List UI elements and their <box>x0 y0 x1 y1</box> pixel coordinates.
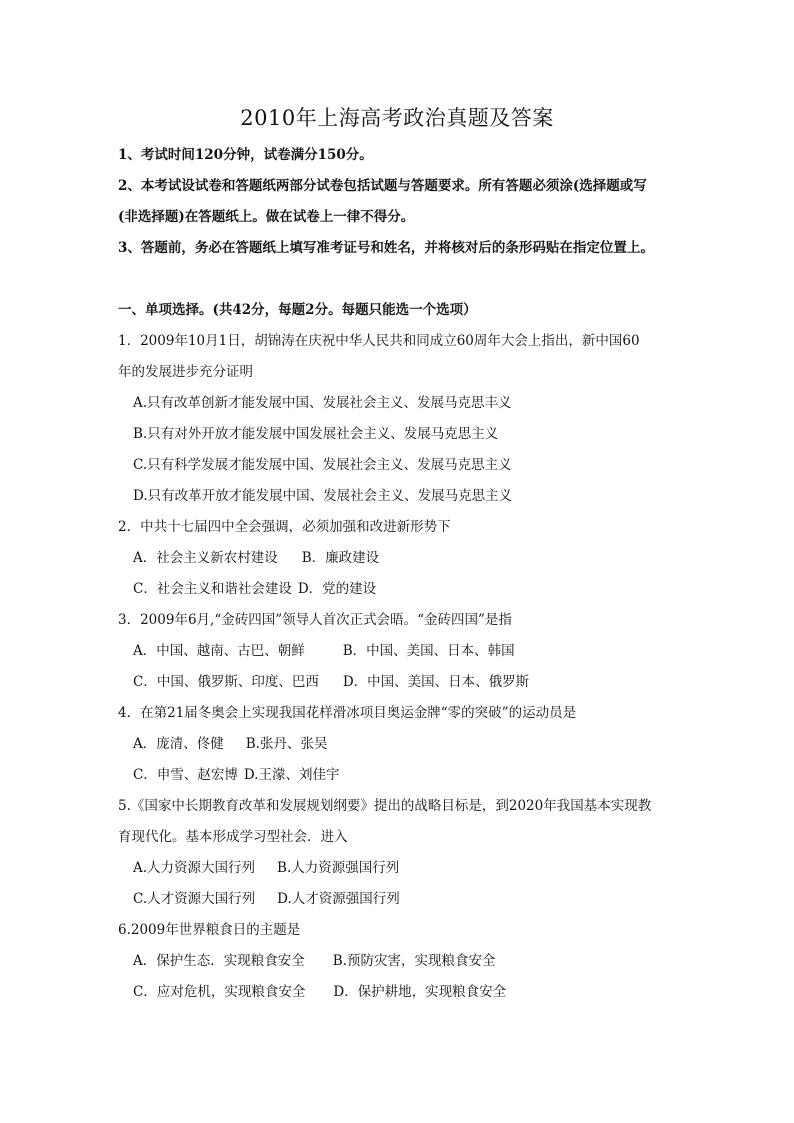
q4-option-b: B.张丹、张吴 <box>245 736 328 752</box>
q1-option-c: C.只有科学发展才能发展中国、发展社会主义、发展马克思主义 <box>133 457 512 473</box>
q1-stem: 1．2009年10月1日，胡锦涛在庆祝中华人民共和同成立60周年大会上指出，新中国60 <box>118 333 640 349</box>
page-title: 2010年上海高考政治真题及答案 <box>240 106 554 130</box>
q2-option-d: D．党的建设 <box>297 581 377 597</box>
instruction-2: 2、本考试设试卷和答题纸两部分试卷包括试题与答题要求。所有答题必须涂(选择题或写 <box>118 178 647 194</box>
q4-option-a: A．庞清、佟健 <box>133 736 224 752</box>
q3-option-b: B．中国、美国、日本、韩国 <box>342 643 515 659</box>
q4-option-d: D.王濛、刘佳宇 <box>243 767 340 783</box>
q2-options-row-1 <box>133 548 379 568</box>
q2-option-a: A．社会主义新农村建设 <box>133 550 278 566</box>
q5-stem: 5.《国家中长期教育改革和发展规划纲要》提出的战略目标是，到2020年我国基本实现教 <box>118 798 652 814</box>
q6-option-a: A．保护生态．实现粮食安全 <box>133 953 305 969</box>
q6-option-d: D．保护耕地，实现粮食安全 <box>333 984 507 1000</box>
q3-stem: 3．2009年6月,“金砖四国”领导人首次正式会晤。“金砖四国”是指 <box>118 612 512 628</box>
q1-stem-cont: 年的发展进步充分证明 <box>118 364 253 380</box>
q3-options-row-1 <box>133 641 515 661</box>
q6-option-b: B.预防灾害，实现粮食安全 <box>332 953 496 969</box>
q3-options-row-2 <box>133 672 529 692</box>
q5-option-d: D.人才资源强国行列 <box>277 891 400 907</box>
q1-option-a: A.只有改革创新才能发展中国、发展社会主义、发展马克思丰义 <box>133 395 512 411</box>
q3-option-c: C．中国、俄罗斯、印度、巴西 <box>133 674 319 690</box>
q5-option-a: A.人力资源大国行列 <box>133 860 256 876</box>
q2-option-b: B．廉政建设 <box>301 550 380 566</box>
q5-options-row-2 <box>133 889 400 909</box>
q2-options-row-2 <box>133 579 376 599</box>
q3-option-a: A．中国、越南、古巴、朝鲜 <box>133 643 305 659</box>
q4-options-row-2 <box>133 765 339 785</box>
q6-options-row-2 <box>133 982 506 1002</box>
q4-stem: 4．在第21届冬奥会上实现我国花样滑冰项目奥运金牌“零的突破”的运动员是 <box>118 705 577 721</box>
q5-option-c: C.人才资源大国行列 <box>133 891 256 907</box>
q6-option-c: C．应对危机，实现粮食安全 <box>133 984 306 1000</box>
q2-stem: 2．中共十七届四中全会强调，必须加强和改进新形势下 <box>118 519 451 535</box>
q6-options-row-1 <box>133 951 495 971</box>
q4-options-row-1 <box>133 734 327 754</box>
q2-option-c: C．社会主义和谐社会建设 <box>133 581 292 597</box>
q6-stem: 6.2009年世界粮食日的主题是 <box>118 922 301 938</box>
q5-stem-cont: 育现代化。基本形成学习型社会．进入 <box>118 829 348 845</box>
q3-option-d: D．中国、美国、日本、俄罗斯 <box>342 674 530 690</box>
q5-option-b: B.人力资源强国行列 <box>277 860 400 876</box>
instruction-1: 1、考试时间120分钟，试卷满分150分。 <box>118 147 373 163</box>
instruction-2-cont: (非选择题)在答题纸上。做在试卷上一律不得分。 <box>118 209 415 225</box>
section-heading: 一、单项选择。(共42分，每题2分。每题只能选一个选项） <box>118 302 477 318</box>
instruction-3: 3、答题前，务必在答题纸上填写准考证号和姓名，并将核对后的条形码贴在指定位置上。 <box>118 240 654 256</box>
q1-option-d: D.只有改革开放才能发展中国、发展社会主义、发展马克思主义 <box>133 488 513 504</box>
q1-option-b: B.只有对外开放才能发展中国发展社会主义、发展马克思主义 <box>133 426 499 442</box>
q5-options-row-1 <box>133 858 399 878</box>
q4-option-c: C．申雪、赵宏博 <box>133 767 238 783</box>
